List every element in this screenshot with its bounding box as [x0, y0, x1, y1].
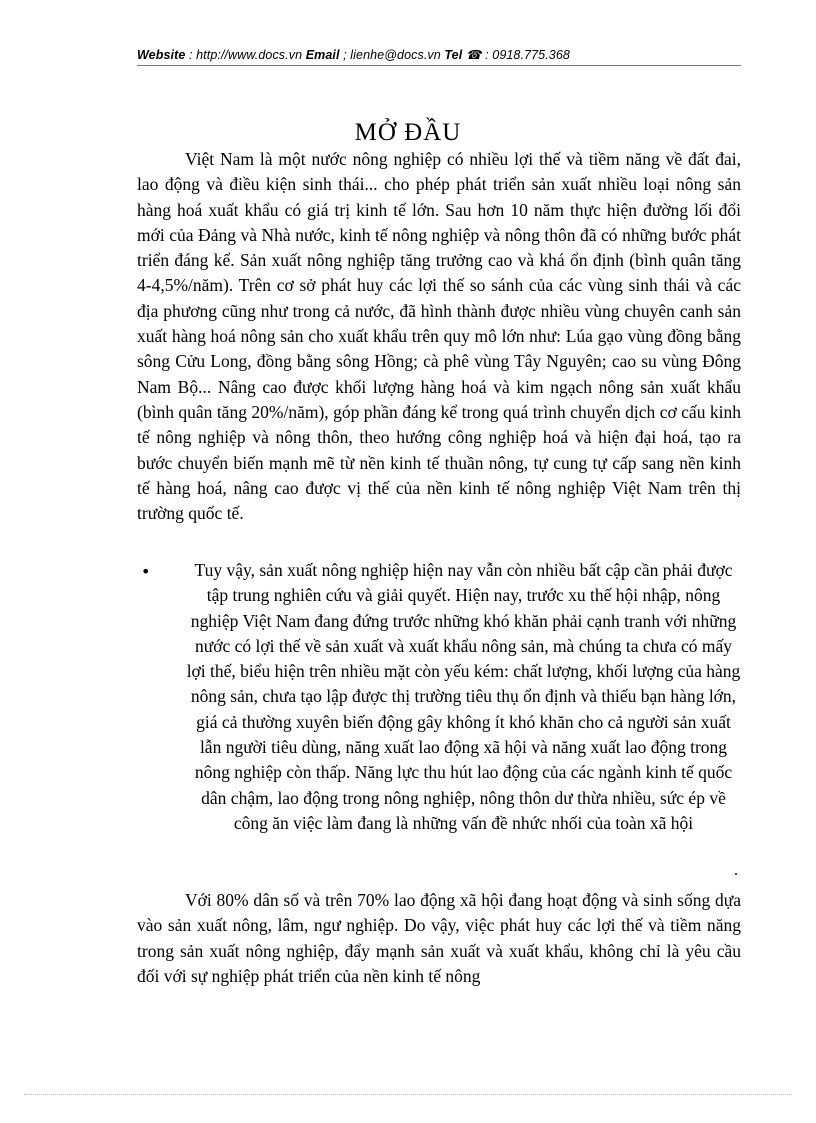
paragraph-closing-text: Với 80% dân số và trên 70% lao động xã hội đang hoạt động và sinh sống dựa vào sản xuất nông, lâm, ngư nghiệp. Do vậy, việc phát huy các lợi thế và tiềm năng trong sản xuất nông nghiệp, đẩy mạnh sản xuất và xuất khẩu, không chỉ là yêu cầu đối với sự nghiệp phát triển của nền kinh tế nông — [137, 890, 741, 986]
header-divider — [137, 65, 741, 66]
paragraph-intro — [137, 147, 741, 526]
paragraph-bullet: Tuy vậy, sản xuất nông nghiệp hiện nay vẫn còn nhiều bất cập cần phải được tập trung nghiên cứu và giải quyết. Hiện nay, trước xu thế hội nhập, nông nghiệp Việt Nam đang đứng trước những khó khăn phải cạnh tranh với những nước có lợi thế về sản xuất và xuất khẩu nông sản, mà chúng ta chưa có mấy lợi thế, biểu hiện trên nhiều mặt còn yếu kém: chất lượng, khối lượng của hàng nông sản, chưa tạo lập được thị trường tiêu thụ ổn định và thiếu bạn hàng lớn, giá cả thường xuyên biến động gây không ít khó khăn cho cả người sản xuất lẫn người tiêu dùng, năng xuất lao động xã hội và năng xuất lao động trong nông nghiệp còn thấp. Năng lực thu hút lao động của các ngành kinh tế quốc dân chậm, lao động trong nông nghiệp, nông thôn dư thừa nhiều, sức ép về công ăn việc làm đang là những vấn đề nhức nhối của toàn xã hội — [186, 560, 741, 833]
footer-divider — [24, 1094, 792, 1095]
page-header — [137, 47, 741, 62]
website-value[interactable]: : http://www.docs.vn — [185, 48, 306, 62]
paragraph-intro-text: Việt Nam là một nước nông nghiệp có nhiều lợi thế và tiềm năng về đất đai, lao động và điều kiện sinh thái... cho phép phát triển sản xuất nhiều loại nông sản hàng hoá xuất khẩu có giá trị kinh tế lớn. Sau hơn 10 năm thực hiện đường lối đổi mới của Đảng và Nhà nước, kinh tế nông nghiệp và nông thôn đã có những bước phát triển đáng kể. Sản xuất nông nghiệp tăng trưởng cao và khá ổn định (bình quân tăng 4-4,5%/năm). Trên cơ sở phát huy các lợi thế so sánh của các vùng sinh thái và các địa phương cũng như trong cả nước, đã hình thành được nhiều vùng chuyên canh sản xuất hàng hoá nông sản cho xuất khẩu trên quy mô lớn như: Lúa gạo vùng đồng bằng sông Cửu Long, đồng bằng sông Hồng; cà phê vùng Tây Nguyên; cao su vùng Đông Nam Bộ... Nâng cao được khối lượng hàng hoá và kim ngạch nông sản xuất khẩu (bình quân tăng 20%/năm), góp phần đáng kể trong quá trình chuyển dịch cơ cấu kinh tế nông nghiệp và nông thôn, theo hướng công nghiệp hoá và hiện đại hoá, tạo ra bước chuyển biến mạnh mẽ từ nền kinh tế thuần nông, tự cung tự cấp sang nền kinh tế hàng hoá, nâng cao được vị thế của nền kinh tế nông nghiệp Việt Nam trên thị trường quốc tế. — [137, 149, 741, 524]
bullet-icon: • — [141, 562, 151, 581]
website-label: Website — [137, 48, 186, 62]
tel-label: Tel — [444, 48, 463, 62]
paragraph-bullet-end: . — [734, 862, 738, 879]
page-title: MỞ ĐẦU — [354, 119, 462, 146]
email-label: Email — [305, 48, 340, 62]
paragraph-closing — [137, 888, 741, 989]
tel-value: ☎ : 0918.775.368 — [462, 48, 570, 62]
email-value[interactable]: ; lienhe@docs.vn — [339, 48, 445, 62]
